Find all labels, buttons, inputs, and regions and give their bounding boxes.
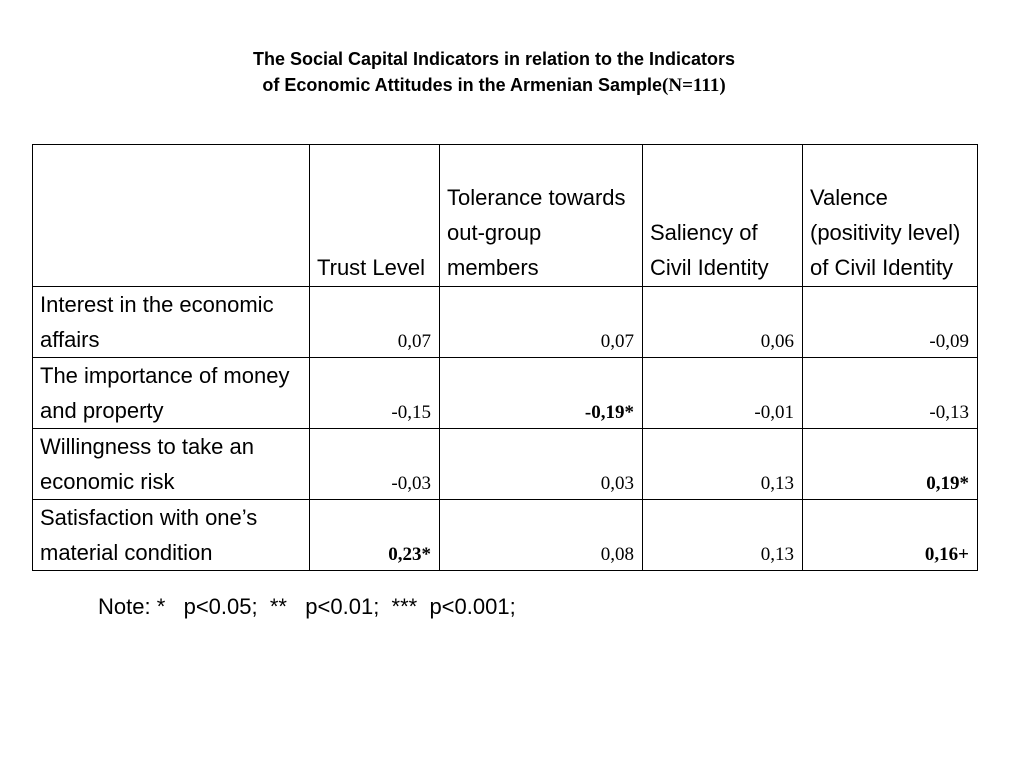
value-cell: 0,07 <box>440 287 643 358</box>
value-cell: 0,07 <box>310 287 440 358</box>
value-cell: 0,08 <box>440 500 643 571</box>
page-title <box>0 46 988 99</box>
value-cell: 0,06 <box>643 287 803 358</box>
value-cell: -0,13 <box>803 358 978 429</box>
value-cell: 0,19* <box>803 429 978 500</box>
header-trust-level: Trust Level <box>310 145 440 287</box>
title-line-2 <box>0 72 988 99</box>
row-label: Willingness to take an economic risk <box>33 429 310 500</box>
table-row <box>33 500 978 571</box>
header-corner-cell <box>33 145 310 287</box>
table-header-row <box>33 145 978 287</box>
value-cell: 0,13 <box>643 429 803 500</box>
row-label: Satisfaction with one’s material condition <box>33 500 310 571</box>
value-cell: 0,13 <box>643 500 803 571</box>
significance-note: Note: * p<0.05; ** p<0.01; *** p<0.001; <box>98 594 516 619</box>
sample-size: (N=111) <box>662 75 726 96</box>
title-line-2-text: of Economic Attitudes in the Armenian Sample <box>262 75 663 95</box>
value-cell: 0,16+ <box>803 500 978 571</box>
value-cell: 0,03 <box>440 429 643 500</box>
correlation-table <box>32 144 978 571</box>
value-cell: -0,01 <box>643 358 803 429</box>
header-tolerance: Tolerance towards out-group members <box>440 145 643 287</box>
value-cell: 0,23* <box>310 500 440 571</box>
title-line-1: The Social Capital Indicators in relation to the Indicators <box>252 49 736 69</box>
table-row <box>33 358 978 429</box>
value-cell: -0,03 <box>310 429 440 500</box>
value-cell: -0,09 <box>803 287 978 358</box>
value-cell: -0,15 <box>310 358 440 429</box>
header-saliency: Saliency of Civil Identity <box>643 145 803 287</box>
row-label: Interest in the economic affairs <box>33 287 310 358</box>
header-valence: Valence (positivity level) of Civil Identity <box>803 145 978 287</box>
row-label: The importance of money and property <box>33 358 310 429</box>
table-row <box>33 429 978 500</box>
value-cell: -0,19* <box>440 358 643 429</box>
table-row <box>33 287 978 358</box>
